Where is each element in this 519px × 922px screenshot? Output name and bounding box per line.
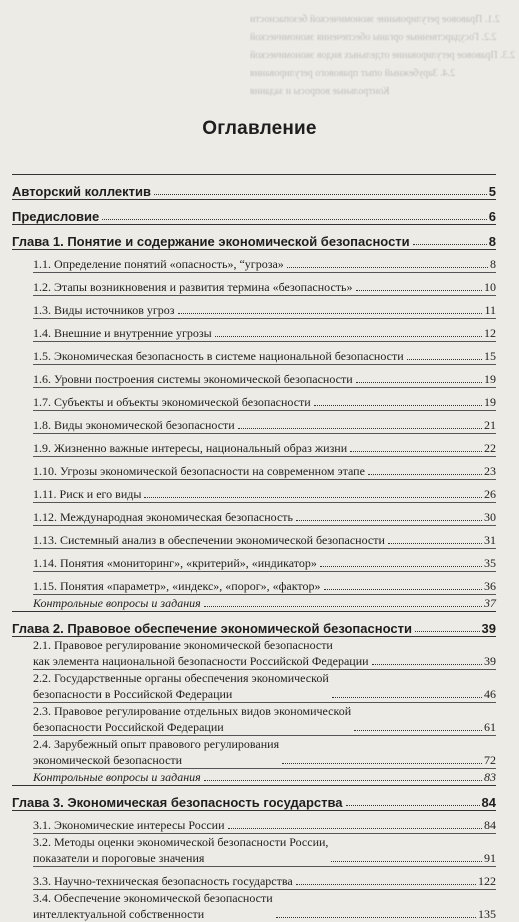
toc-questions[interactable] xyxy=(12,769,496,785)
section-page: 46 xyxy=(484,687,496,701)
toc-section[interactable] xyxy=(12,480,496,502)
questions-page: 83 xyxy=(484,770,496,784)
chapter-page: 39 xyxy=(481,621,496,636)
section-page: 72 xyxy=(484,753,496,767)
dot-leader xyxy=(356,382,482,383)
section-label: 1.7. Субъекты и объекты экономической безопасности xyxy=(33,395,311,409)
section-label: 3.4. Обеспечение экономической безопасности интеллектуальной собственности xyxy=(33,891,273,921)
dot-leader xyxy=(356,290,482,291)
section-label: 1.12. Международная экономическая безопасность xyxy=(33,510,293,524)
section-label: 2.4. Зарубежный опыт правового регулирования экономической безопасности xyxy=(33,737,280,767)
toc-section[interactable] xyxy=(12,670,496,702)
toc-section[interactable] xyxy=(12,365,496,387)
section-page: 21 xyxy=(484,418,496,432)
chapter-label: Глава 3. Экономическая безопасность государства xyxy=(12,795,343,810)
dot-leader xyxy=(368,474,482,475)
dot-leader xyxy=(346,805,480,806)
section-label: 1.15. Понятия «параметр», «индекс», «порог», «фактор» xyxy=(33,579,321,593)
entry-page: 6 xyxy=(488,209,496,224)
dot-leader xyxy=(204,606,482,607)
toc-section[interactable] xyxy=(12,434,496,456)
toc-entry-authors[interactable] xyxy=(12,175,496,199)
entry-label: Предисловие xyxy=(12,209,100,224)
section-page: 12 xyxy=(484,326,496,340)
section-page: 84 xyxy=(484,818,496,832)
toc-chapter-2[interactable] xyxy=(12,612,496,636)
section-page: 22 xyxy=(484,441,496,455)
section-page: 122 xyxy=(478,874,496,888)
section-label: 1.9. Жизненно важные интересы, национальный образ жизни xyxy=(33,441,348,455)
section-label: 1.5. Экономическая безопасность в системе национальной безопасности xyxy=(33,349,404,363)
dot-leader xyxy=(350,451,482,452)
section-label: 2.1. Правовое регулирование экономической безопасности как элемента национальной безопасности Российской Федерации xyxy=(33,638,369,668)
toc-entry-preface[interactable] xyxy=(12,200,496,224)
toc-section[interactable] xyxy=(12,526,496,548)
toc-section[interactable] xyxy=(12,736,496,768)
section-label: 1.13. Системный анализ в обеспечении экономической безопасности xyxy=(33,533,385,547)
chapter-label: Глава 2. Правовое обеспечение экономической безопасности xyxy=(12,621,412,636)
section-page: 10 xyxy=(484,280,496,294)
toc-section[interactable] xyxy=(12,457,496,479)
dot-leader xyxy=(276,917,476,918)
section-label: 1.6. Уровни построения системы экономической безопасности xyxy=(33,372,353,386)
dot-leader xyxy=(287,267,488,268)
section-page: 19 xyxy=(484,395,496,409)
dot-leader xyxy=(102,219,487,220)
table-of-contents xyxy=(12,174,496,922)
toc-section[interactable] xyxy=(12,549,496,571)
chapter-label: Глава 1. Понятие и содержание экономической безопасности xyxy=(12,234,410,249)
section-label: 3.3. Научно-техническая безопасность государства xyxy=(33,874,293,888)
dot-leader xyxy=(415,631,480,632)
questions-page: 37 xyxy=(484,596,496,610)
section-page: 35 xyxy=(484,556,496,570)
dot-leader xyxy=(204,780,482,781)
chapter-page: 8 xyxy=(488,234,496,249)
dot-leader xyxy=(178,313,483,314)
section-page: 61 xyxy=(484,720,496,734)
toc-section[interactable] xyxy=(12,273,496,295)
toc-section[interactable] xyxy=(12,637,496,669)
dot-leader xyxy=(296,520,482,521)
toc-section[interactable] xyxy=(12,342,496,364)
dot-leader xyxy=(314,405,482,406)
section-page: 36 xyxy=(484,579,496,593)
toc-section[interactable] xyxy=(12,572,496,594)
section-label: 2.2. Государственные органы обеспечения экономической безопасности в Российской Федерации xyxy=(33,671,329,701)
dot-leader xyxy=(332,697,482,698)
entry-label: Авторский коллектив xyxy=(12,184,152,199)
dot-leader xyxy=(413,244,487,245)
section-label: 3.2. Методы оценки экономической безопасности России, показатели и пороговые значения xyxy=(33,835,329,865)
toc-section[interactable] xyxy=(12,703,496,735)
section-page: 31 xyxy=(484,533,496,547)
toc-questions[interactable] xyxy=(12,595,496,611)
dot-leader xyxy=(388,543,482,544)
dot-leader xyxy=(282,763,482,764)
toc-section[interactable] xyxy=(12,890,496,922)
entry-page: 5 xyxy=(488,184,496,199)
dot-leader xyxy=(144,497,482,498)
dot-leader xyxy=(354,730,482,731)
section-label: 1.14. Понятия «мониторинг», «критерий», «индикатор» xyxy=(33,556,317,570)
section-page: 23 xyxy=(484,464,496,478)
section-page: 8 xyxy=(490,257,496,271)
show-through-text: 2.1. Правовое регулирование экономической безопасности 2.2. Государственные органы обеспечения экономической 2.3. Правовое регулирование отдельных видов экономической 2.4. Зарубежный опыт правового регулирования Контрольные вопросы и задания xyxy=(250,14,516,97)
dot-leader xyxy=(296,884,476,885)
section-label: 1.4. Внешние и внутренние угрозы xyxy=(33,326,212,340)
section-page: 11 xyxy=(484,303,496,317)
section-page: 19 xyxy=(484,372,496,386)
dot-leader xyxy=(154,194,487,195)
dot-leader xyxy=(331,861,482,862)
section-page: 26 xyxy=(484,487,496,501)
dot-leader xyxy=(372,664,482,665)
dot-leader xyxy=(324,589,482,590)
toc-chapter-1[interactable] xyxy=(12,225,496,249)
dot-leader xyxy=(228,828,482,829)
chapter-page: 84 xyxy=(481,795,496,810)
section-page: 30 xyxy=(484,510,496,524)
section-label: 1.1. Определение понятий «опасность», “угроза» xyxy=(33,257,284,271)
section-label: 1.8. Виды экономической безопасности xyxy=(33,418,235,432)
toc-section[interactable] xyxy=(12,388,496,410)
toc-section[interactable] xyxy=(12,296,496,318)
toc-section[interactable] xyxy=(12,834,496,866)
section-label: 1.3. Виды источников угроз xyxy=(33,303,175,317)
dot-leader xyxy=(407,359,482,360)
section-label: 1.10. Угрозы экономической безопасности на современном этапе xyxy=(33,464,365,478)
questions-label: Контрольные вопросы и задания xyxy=(33,596,201,610)
toc-section[interactable] xyxy=(12,319,496,341)
section-page: 135 xyxy=(478,907,496,921)
section-label: 1.11. Риск и его виды xyxy=(33,487,142,501)
section-page: 91 xyxy=(484,851,496,865)
toc-section[interactable] xyxy=(12,867,496,889)
page-title: Оглавление xyxy=(202,118,317,139)
toc-section[interactable] xyxy=(12,503,496,525)
dot-leader xyxy=(320,566,482,567)
toc-section[interactable] xyxy=(12,811,496,833)
section-label: 2.3. Правовое регулирование отдельных видов экономической безопасности Российской Федерации xyxy=(33,704,352,734)
section-label: 3.1. Экономические интересы России xyxy=(33,818,225,832)
dot-leader xyxy=(215,336,482,337)
toc-chapter-3[interactable] xyxy=(12,786,496,810)
section-label: 1.2. Этапы возникновения и развития термина «безопасность» xyxy=(33,280,353,294)
toc-section[interactable] xyxy=(12,411,496,433)
toc-section[interactable] xyxy=(12,250,496,272)
questions-label: Контрольные вопросы и задания xyxy=(33,770,201,784)
section-page: 39 xyxy=(484,654,496,668)
section-page: 15 xyxy=(484,349,496,363)
dot-leader xyxy=(238,428,482,429)
